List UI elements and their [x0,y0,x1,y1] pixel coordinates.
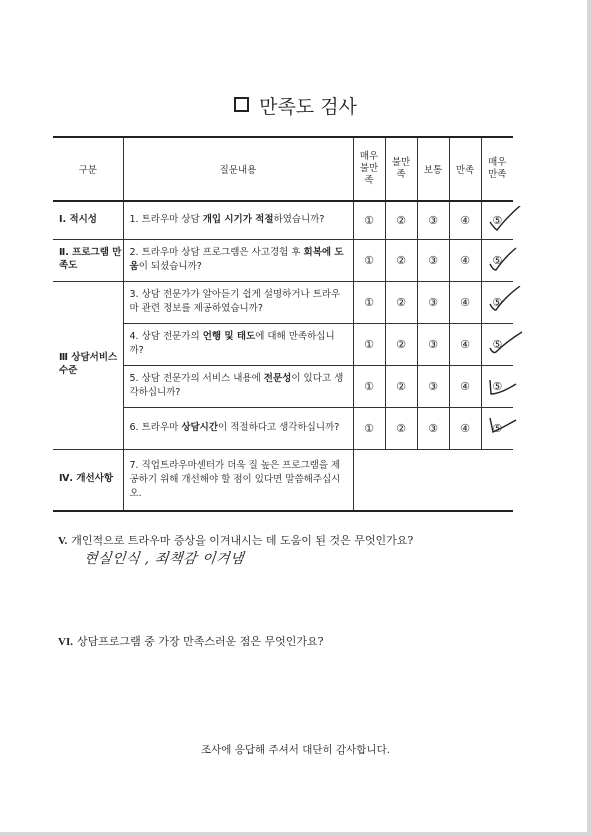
rating-option-2[interactable]: ② [385,239,417,281]
handwritten-check-icon [486,370,526,404]
rating-option-3[interactable]: ③ [417,239,449,281]
rating-option-5[interactable]: ⑤ [481,201,513,239]
question-cell: 7. 직업트라우마센터가 더욱 질 높은 프로그램을 제공하기 위해 개선해야 할 점이 있다면 말씀해주십시오. [123,449,353,511]
rating-option-5[interactable]: ⑤ [481,281,513,323]
rating-option-5[interactable]: ⑤ [481,323,513,365]
table-row [53,201,513,239]
table-row [53,449,513,511]
rating-option-4[interactable]: ④ [449,201,481,239]
rating-option-4[interactable]: ④ [449,323,481,365]
question-cell: 1. 트라우마 상담 개입 시기가 적절하였습니까? [123,201,353,239]
table-row [53,239,513,281]
rating-option-4[interactable]: ④ [449,281,481,323]
question-cell: 3. 상담 전문가가 알아듣기 쉽게 설명하거나 트라우마 관련 정보를 제공하였습니까? [123,281,353,323]
rating-option-5[interactable]: ⑤ [481,365,513,407]
rating-option-2[interactable]: ② [385,281,417,323]
header-very-satisfied: 매우 만족 [481,137,513,201]
rating-option-4[interactable]: ④ [449,239,481,281]
section-6-question: VI. 상담프로그램 중 가장 만족스러운 점은 무엇인가요? [58,635,324,648]
header-very-dissatisfied: 매우 불만 족 [353,137,385,201]
header-question: 질문내용 [123,137,353,201]
handwritten-answer: 현실인식 , 죄책감 이겨냄 [83,551,245,567]
rating-option-3[interactable]: ③ [417,407,449,449]
rating-option-1[interactable]: ① [353,239,385,281]
rating-option-5[interactable]: ⑤ [481,407,513,449]
rating-option-3[interactable]: ③ [417,365,449,407]
table-header-row [53,137,513,201]
page-edge-bottom [0,832,591,836]
question-cell: 6. 트라우마 상담시간이 적절하다고 생각하십니까? [123,407,353,449]
handwritten-check-icon [486,328,526,362]
rating-option-1[interactable]: ① [353,201,385,239]
page-edge-right [587,0,591,836]
header-neutral: 보통 [417,137,449,201]
rating-option-4[interactable]: ④ [449,365,481,407]
question-cell: 5. 상담 전문가의 서비스 내용에 전문성이 있다고 생각하십니까? [123,365,353,407]
category-cell: Ⅲ 상담서비스 수준 [53,281,123,449]
checkbox-icon [234,97,249,112]
category-cell: Ⅰ. 적시성 [53,201,123,239]
table-row [53,281,513,323]
improvement-answer-cell[interactable] [353,449,513,511]
section-5-question: V. 개인적으로 트라우마 증상을 이겨내시는 데 도움이 된 것은 무엇인가요? [58,534,414,547]
rating-option-2[interactable]: ② [385,365,417,407]
category-cell: Ⅳ. 개선사항 [53,449,123,511]
header-category: 구분 [53,137,123,201]
page-title: 만족도 검사 [0,92,591,119]
rating-option-2[interactable]: ② [385,407,417,449]
question-cell: 2. 트라우마 상담 프로그램은 사고경험 후 회복에 도움이 되셨습니까? [123,239,353,281]
header-satisfied: 만족 [449,137,481,201]
question-cell: 4. 상담 전문가의 언행 및 태도에 대해 만족하십니까? [123,323,353,365]
handwritten-check-icon [486,206,526,236]
handwritten-check-icon [486,244,526,278]
handwritten-check-icon [486,286,526,320]
handwritten-check-icon [486,412,526,446]
rating-option-1[interactable]: ① [353,407,385,449]
header-dissatisfied: 불만 족 [385,137,417,201]
survey-table [53,136,513,512]
rating-option-1[interactable]: ① [353,365,385,407]
thank-you-note: 조사에 응답해 주셔서 대단히 감사합니다. [200,744,391,756]
rating-option-1[interactable]: ① [353,323,385,365]
rating-option-3[interactable]: ③ [417,201,449,239]
rating-option-1[interactable]: ① [353,281,385,323]
rating-option-2[interactable]: ② [385,323,417,365]
rating-option-4[interactable]: ④ [449,407,481,449]
rating-option-3[interactable]: ③ [417,281,449,323]
rating-option-3[interactable]: ③ [417,323,449,365]
category-cell: Ⅱ. 프로그램 만족도 [53,239,123,281]
rating-option-5[interactable]: ⑤ [481,239,513,281]
rating-option-2[interactable]: ② [385,201,417,239]
